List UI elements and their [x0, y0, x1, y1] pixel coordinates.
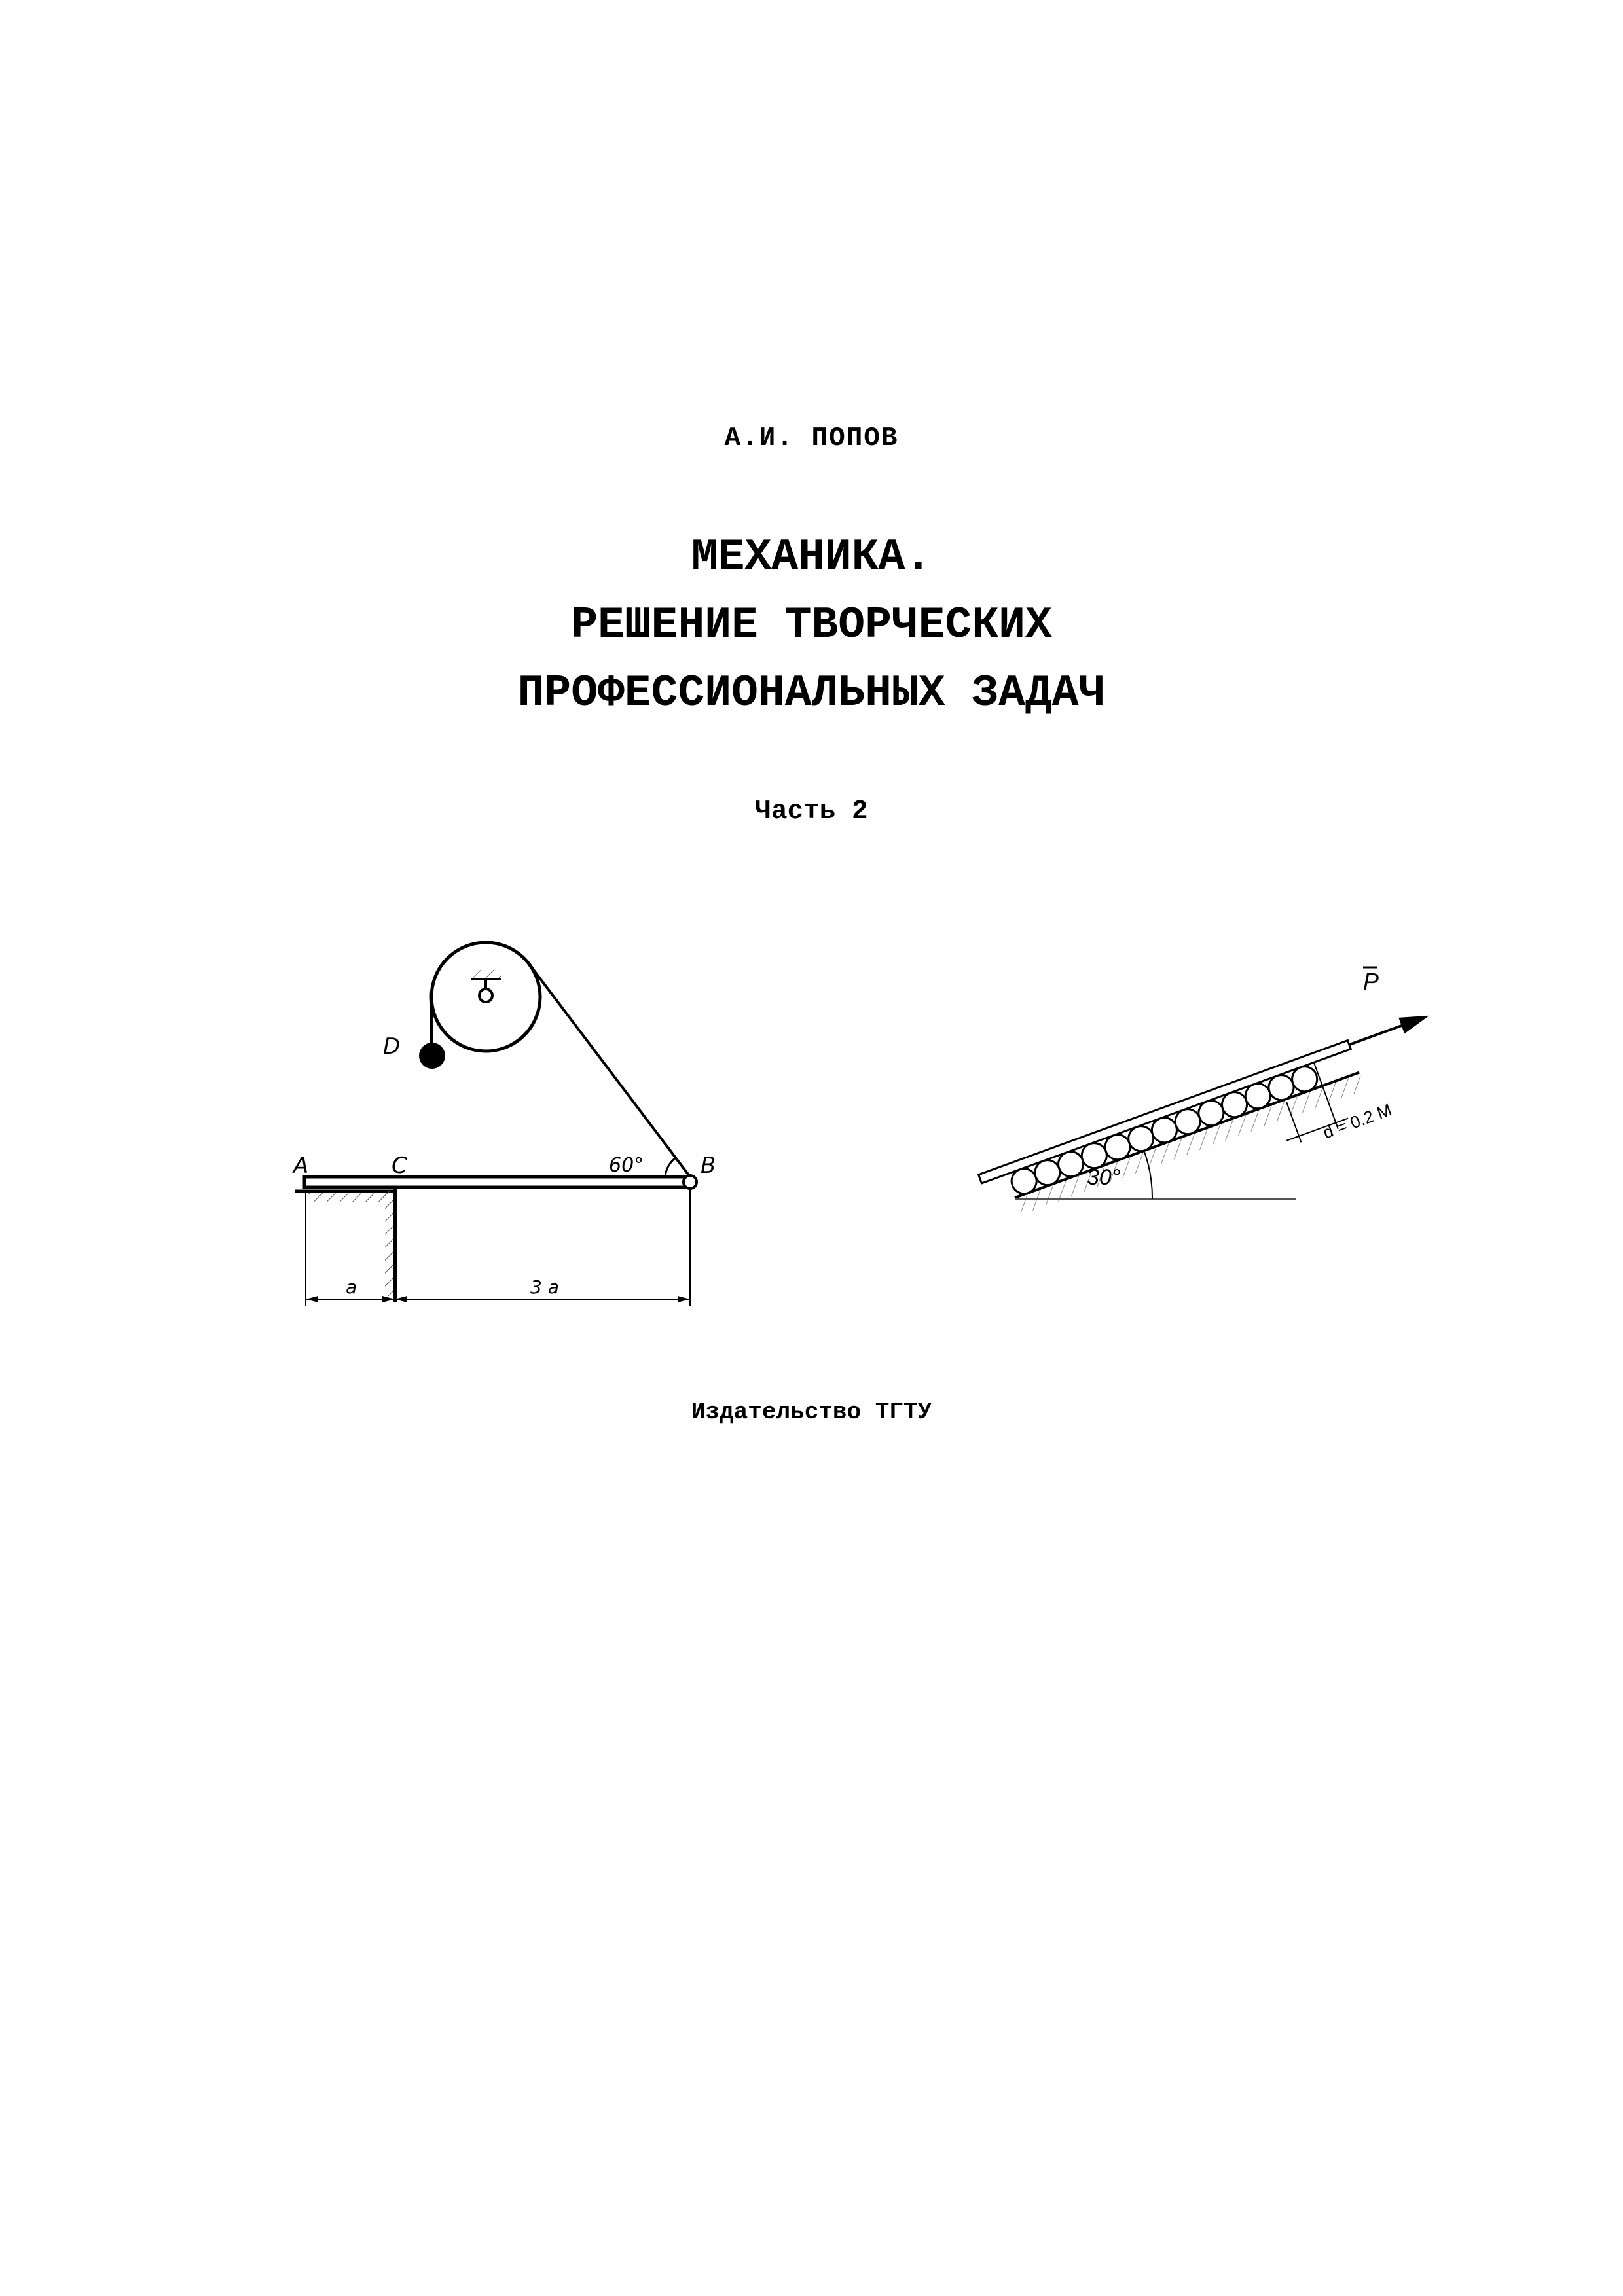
beam-ab	[304, 1177, 689, 1187]
beam-pulley-diagram	[275, 903, 773, 1322]
hinge-b	[684, 1175, 697, 1189]
book-title	[0, 524, 1623, 728]
rollers	[1008, 1063, 1321, 1197]
title-line-3: ПРОФЕССИОНАЛЬНЫХ ЗАДАЧ	[517, 668, 1106, 719]
dimension-lines	[306, 1189, 690, 1306]
title-line-2: РЕШЕНИЕ ТВОРЧЕСКИХ	[571, 600, 1052, 651]
label-c: C	[392, 1153, 407, 1179]
label-b: B	[701, 1153, 716, 1179]
part-number: Часть 2	[755, 797, 868, 827]
rollers-incline-diagram	[969, 962, 1467, 1224]
dim-3a-label: 3 a	[530, 1276, 559, 1298]
pulley	[431, 942, 540, 1051]
author-name: А.И. ПОПОВ	[724, 423, 899, 454]
cable	[532, 967, 690, 1177]
dim-a-label: a	[346, 1276, 357, 1298]
label-d: D	[383, 1033, 401, 1060]
angle-30-label: 30°	[1087, 1165, 1121, 1190]
weight-d	[419, 1043, 445, 1069]
diameter-label: d = 0.2 М	[1320, 1100, 1395, 1143]
force-p-label: P	[1363, 968, 1379, 995]
publisher-name: Издательство ТГТУ	[691, 1399, 932, 1426]
force-arrow	[1398, 1008, 1432, 1034]
label-a: A	[293, 1153, 309, 1179]
angle-60-label: 60°	[609, 1154, 644, 1177]
title-line-1: МЕХАНИКА.	[691, 532, 932, 583]
